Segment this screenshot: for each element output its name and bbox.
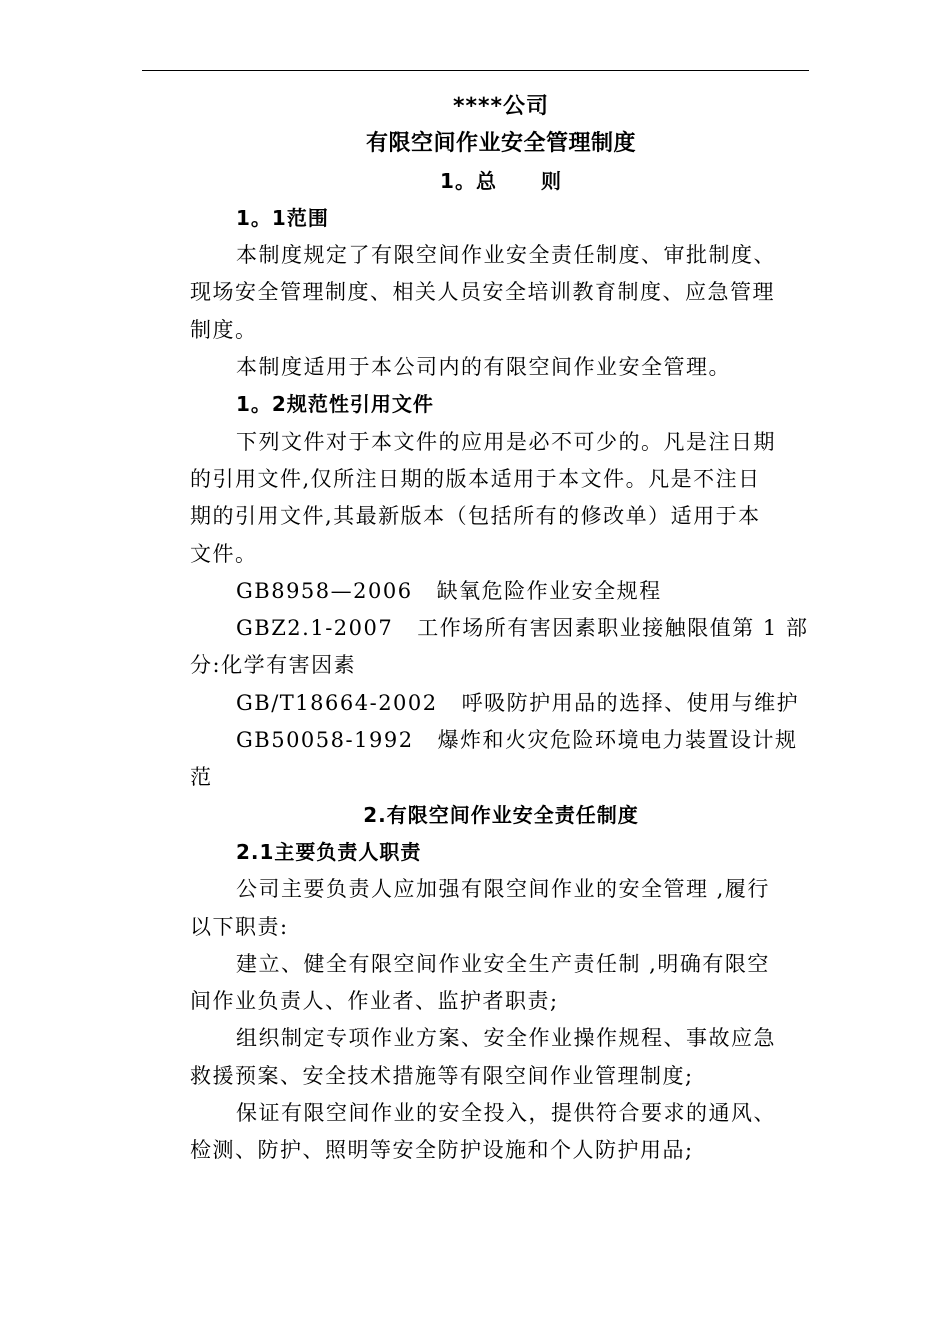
section-1-heading xyxy=(190,163,812,200)
paragraph-line: 保证有限空间作业的安全投入，提供符合要求的通风、 xyxy=(236,1101,776,1126)
section-1-1-heading: 1。1范围 xyxy=(236,205,329,230)
header-rule xyxy=(142,70,809,71)
reference-title: 呼吸防护用品的选择、使用与维护 xyxy=(461,690,800,715)
reference-code: GB/T18664-2002 xyxy=(236,690,438,715)
paragraph-line: 救援预案、安全技术措施等有限空间作业管理制度; xyxy=(190,1063,694,1088)
reference-item xyxy=(190,722,812,759)
paragraph-line: 建立、健全有限空间作业安全生产责任制 ,明确有限空 xyxy=(236,951,770,976)
paragraph-line: 的引用文件,仅所注日期的版本适用于本文件。凡是不注日 xyxy=(190,466,761,491)
reference-continuation: 分:化学有害因素 xyxy=(190,653,357,678)
section-1-heading-part-a: 1。总 xyxy=(440,168,497,193)
paragraph-line: 本制度适用于本公司内的有限空间作业安全管理。 xyxy=(236,355,731,380)
paragraph-line: 现场安全管理制度、相关人员安全培训教育制度、应急管理 xyxy=(190,280,775,305)
reference-title: 爆炸和火灾危险环境电力装置设计规 xyxy=(437,728,798,753)
section-1-heading-part-b: 则 xyxy=(540,168,562,193)
company-name: ****公司 xyxy=(452,94,550,119)
paragraph-line: 间作业负责人、作业者、监护者职责; xyxy=(190,989,559,1014)
reference-item xyxy=(190,610,812,647)
reference-code: GB8958—2006 xyxy=(236,578,413,603)
paragraph-line: 组织制定专项作业方案、安全作业操作规程、事故应急 xyxy=(236,1026,776,1051)
section-2-heading: 2.有限空间作业安全责任制度 xyxy=(363,802,639,827)
reference-continuation: 范 xyxy=(190,765,213,790)
paragraph-line: 下列文件对于本文件的应用是必不可少的。凡是注日期 xyxy=(236,429,776,454)
paragraph-line: 期的引用文件,其最新版本（包括所有的修改单）适用于本 xyxy=(190,504,761,529)
section-1-2-heading: 1。2规范性引用文件 xyxy=(236,392,434,417)
paragraph-line: 本制度规定了有限空间作业安全责任制度、审批制度、 xyxy=(236,243,776,268)
paragraph-line: 以下职责: xyxy=(190,914,289,939)
reference-title: 工作场所有害因素职业接触限值第 1 部 xyxy=(417,616,809,641)
paragraph-line: 文件。 xyxy=(190,541,258,566)
reference-title: 缺氧危险作业安全规程 xyxy=(436,578,662,603)
paragraph-line: 制度。 xyxy=(190,317,258,342)
paragraph-line: 检测、防护、照明等安全防护设施和个人防护用品; xyxy=(190,1138,694,1163)
document-page xyxy=(190,88,812,1170)
reference-code: GBZ2.1-2007 xyxy=(236,616,394,641)
reference-item xyxy=(190,573,812,610)
section-2-1-heading: 2.1主要负责人职责 xyxy=(236,839,422,864)
reference-code: GB50058-1992 xyxy=(236,728,414,753)
paragraph-line: 公司主要负责人应加强有限空间作业的安全管理 ,履行 xyxy=(236,877,770,902)
document-title: 有限空间作业安全管理制度 xyxy=(365,131,636,157)
reference-item xyxy=(190,685,812,722)
